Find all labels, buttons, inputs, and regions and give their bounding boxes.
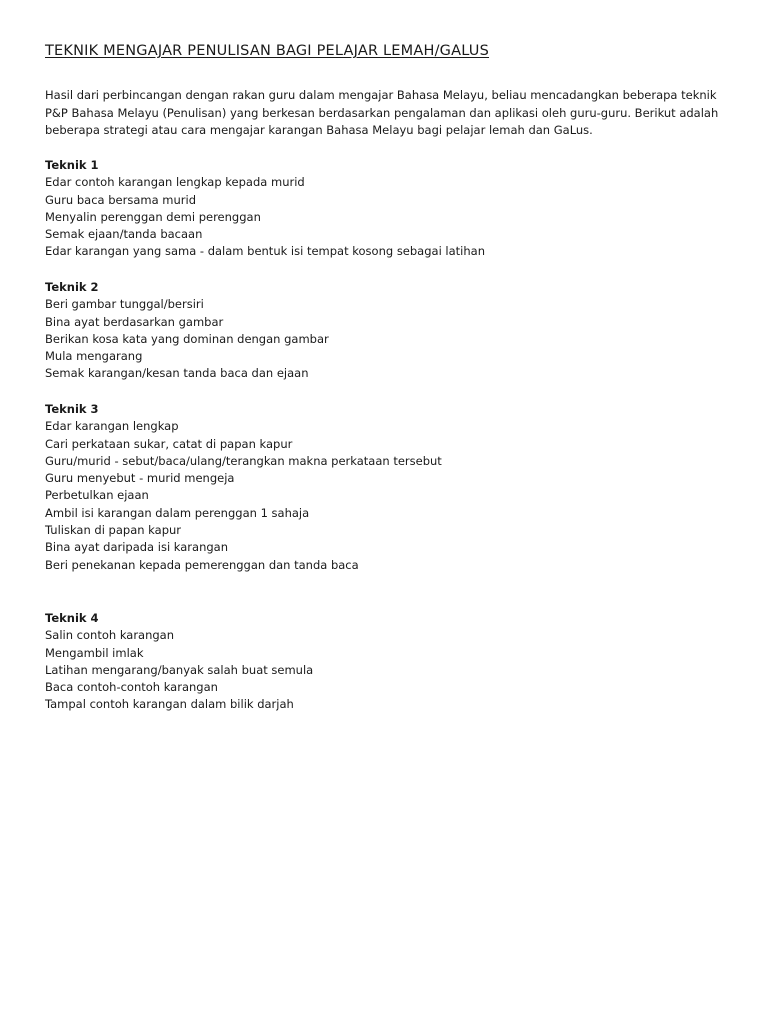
list-item: Semak ejaan/tanda bacaan [45,227,203,242]
list-item: Mengambil imlak [45,645,144,660]
list-item: Latihan mengarang/banyak salah buat semula [45,662,314,677]
list-item: Bina ayat berdasarkan gambar [45,314,224,329]
list-item: Menyalin perenggan demi perenggan [45,209,261,224]
section-teknik-3 [45,401,442,574]
list-item: Semak karangan/kesan tanda baca dan ejaan [45,366,309,381]
section-heading: Teknik 4 [45,611,99,625]
section-teknik-4 [45,610,313,714]
list-item: Ambil isi karangan dalam perenggan 1 sahaja [45,505,310,520]
list-item: Beri penekanan kepada pemerenggan dan tanda baca [45,557,359,572]
section-teknik-1 [45,157,485,261]
list-item: Tampal contoh karangan dalam bilik darjah [45,697,294,712]
list-item: Perbetulkan ejaan [45,488,149,503]
section-heading: Teknik 3 [45,402,99,416]
list-item: Guru baca bersama murid [45,192,197,207]
list-item: Edar contoh karangan lengkap kepada murid [45,175,305,190]
section-teknik-2 [45,279,329,383]
list-item: Baca contoh-contoh karangan [45,680,218,695]
list-item: Tuliskan di papan kapur [45,523,182,538]
list-item: Edar karangan lengkap [45,419,179,434]
section-heading: Teknik 2 [45,280,99,294]
list-item: Bina ayat daripada isi karangan [45,540,229,555]
list-item: Edar karangan yang sama - dalam bentuk isi tempat kosong sebagai latihan [45,244,485,259]
list-item: Salin contoh karangan [45,628,175,643]
intro-paragraph: Hasil dari perbincangan dengan rakan guru dalam mengajar Bahasa Melayu, beliau mencadangkan beberapa teknik P&P Bahasa Melayu (Penulisan) yang berkesan berdasarkan pengalaman dan aplikasi oleh guru-guru. Berikut adalah beberapa strategi atau cara mengajar karangan Bahasa Melayu bagi pelajar lemah dan GaLus. [45,88,719,137]
list-item: Beri gambar tunggal/bersiri [45,297,204,312]
document-title: TEKNIK MENGAJAR PENULISAN BAGI PELAJAR LEMAH/GALUS [45,43,490,59]
list-item: Guru/murid - sebut/baca/ulang/terangkan makna perkataan tersebut [45,453,442,468]
list-item: Mula mengarang [45,349,143,364]
list-item: Cari perkataan sukar, catat di papan kapur [45,436,293,451]
list-item: Berikan kosa kata yang dominan dengan gambar [45,331,329,346]
list-item: Guru menyebut - murid mengeja [45,471,235,486]
section-heading: Teknik 1 [45,158,99,172]
